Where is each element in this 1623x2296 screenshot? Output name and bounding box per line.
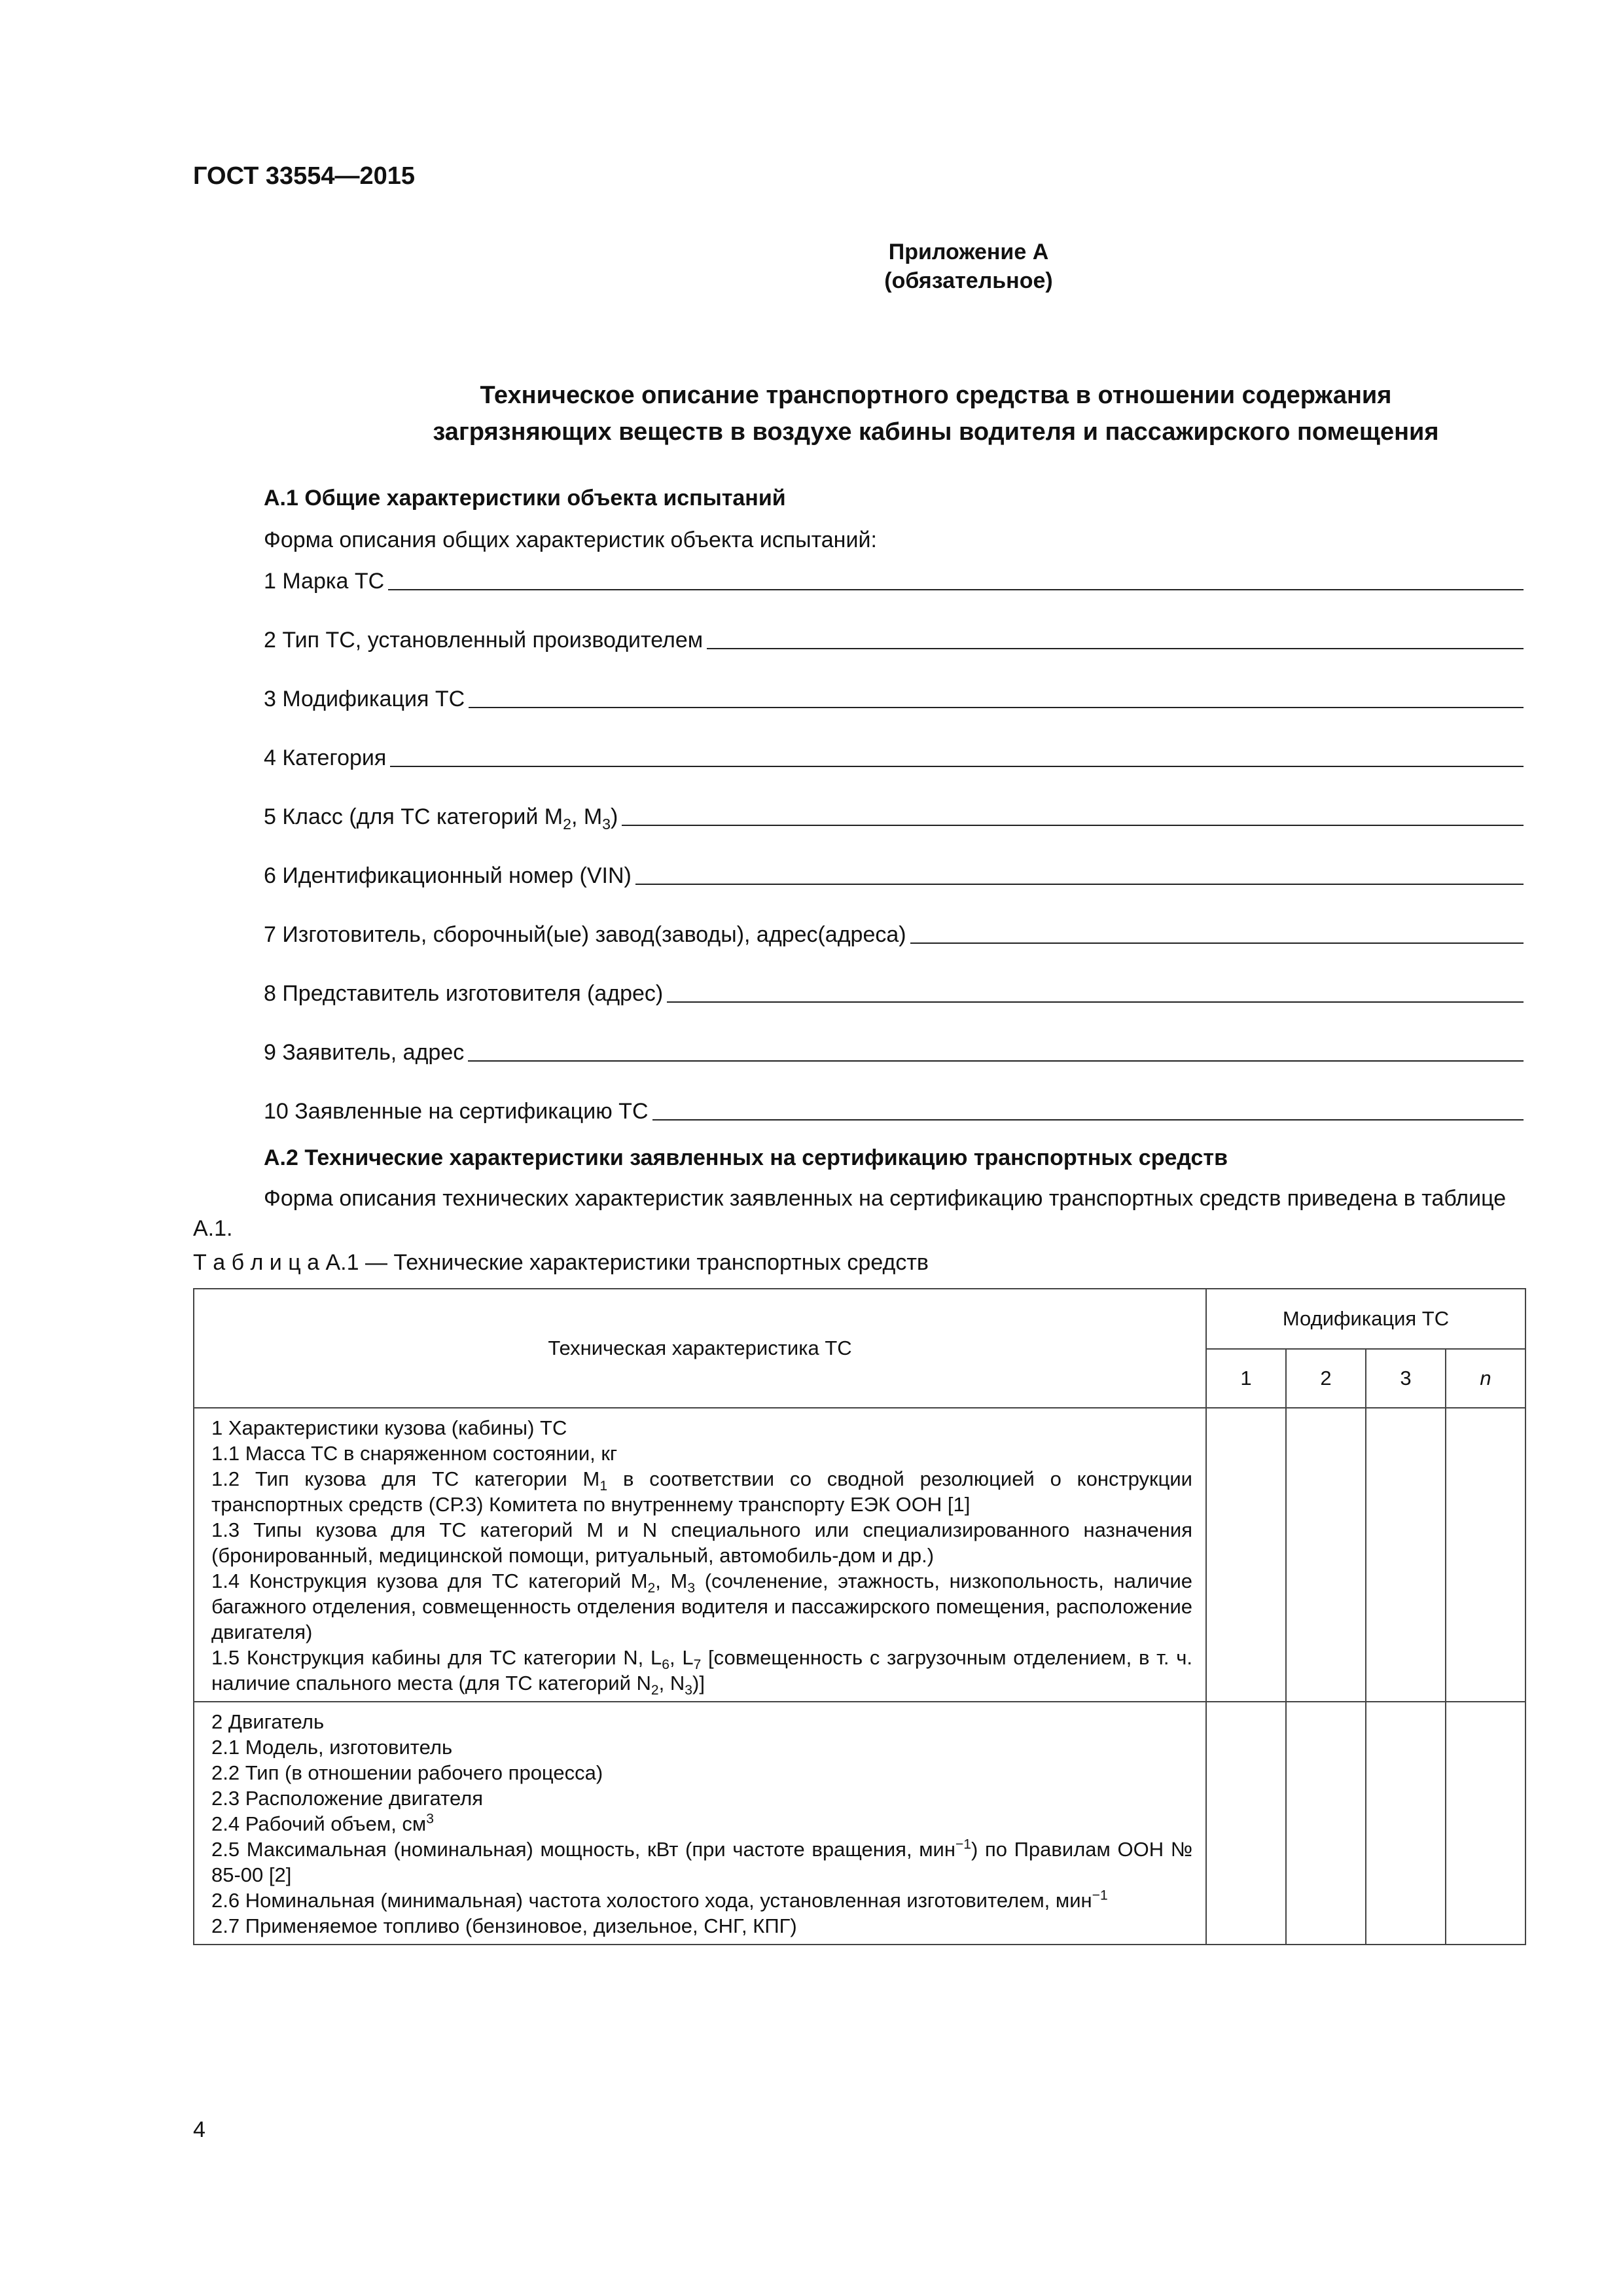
field-label: 3 Модификация ТС <box>264 687 465 711</box>
header-mod-1: 1 <box>1206 1349 1286 1408</box>
annex-title: Приложение А <box>888 240 1049 264</box>
field-class[interactable] <box>264 800 1524 833</box>
page-number: 4 <box>193 2117 205 2142</box>
characteristic-item: 2.7 Применяемое топливо (бензиновое, дизельное, СНГ, КПГ) <box>211 1914 797 1937</box>
field-label: 2 Тип ТС, установленный производителем <box>264 628 704 653</box>
field-label: 10 Заявленные на сертификацию ТС <box>264 1099 649 1124</box>
header-mod-3: 3 <box>1366 1349 1446 1408</box>
field-manufacturer[interactable] <box>264 918 1524 948</box>
value-cell[interactable] <box>1446 1702 1525 1945</box>
characteristic-item: 2 Двигатель <box>211 1710 325 1733</box>
table-row <box>194 1702 1525 1945</box>
document-id: ГОСТ 33554—2015 <box>193 162 416 190</box>
field-applicant[interactable] <box>264 1035 1524 1066</box>
field-label: 1 Марка ТС <box>264 569 385 594</box>
group2-text <box>194 1702 1205 1944</box>
field-representative[interactable] <box>264 977 1524 1007</box>
main-title-line-1: Техническое описание транспортного средства в отношении содержания <box>480 382 1392 409</box>
table-caption: Т а б л и ц а А.1 — Технические характеристики транспортных средств <box>193 1250 929 1275</box>
field-label: 5 Класс (для ТС категорий $M_2$, $M_3$) <box>264 804 618 833</box>
characteristic-item: 1.3 Типы кузова для ТС категорий М и N специального или специализированного назначения (бронированный, медицинской помощи, ритуальный, автомобиль-дом и др.) <box>211 1518 1192 1567</box>
characteristic-item: 2.5 Максимальная (номинальная) мощность, кВт (при частоте вращения, мин$^{-1}$) по Правилам ООН № 85-00 [2] <box>211 1837 1192 1886</box>
group1-text <box>194 1408 1205 1701</box>
characteristic-item: 1.5 Конструкция кабины для ТС категории N, $L_6$, $L_7$ [совмещенность с загрузочным отделением, в т. ч. наличие спального места (для ТС категорий $N_2$, $N_3$)] <box>211 1646 1193 1698</box>
fill-line[interactable] <box>635 864 1524 885</box>
field-label: 8 Представитель изготовителя (адрес) <box>264 981 664 1006</box>
characteristic-cell <box>194 1702 1206 1945</box>
characteristic-item: 1.4 Конструкция кузова для ТС категорий $M_2$, $M_3$ (сочленение, этажность, низкопольность, наличие багажного отделения, совмещенность отделения водителя и пассажирского помещения, расположение двигателя) <box>211 1570 1193 1643</box>
value-cell[interactable] <box>1206 1702 1286 1945</box>
annex-status: (обязательное) <box>884 268 1053 293</box>
section-a1-intro: Форма описания общих характеристик объекта испытаний: <box>264 528 877 552</box>
fill-line[interactable] <box>388 569 1524 590</box>
characteristic-item: 2.2 Тип (в отношении рабочего процесса) <box>211 1761 603 1784</box>
fill-line[interactable] <box>667 982 1524 1003</box>
field-label: 6 Идентификационный номер (VIN) <box>264 863 632 888</box>
characteristic-item: 2.4 Рабочий объем, $см^3$ <box>211 1811 434 1835</box>
field-modification[interactable] <box>264 682 1524 712</box>
fill-line[interactable] <box>622 805 1524 826</box>
fill-line[interactable] <box>468 1041 1524 1062</box>
field-brand[interactable] <box>264 564 1524 594</box>
fill-line[interactable] <box>910 923 1524 944</box>
field-type[interactable] <box>264 623 1524 653</box>
characteristic-item: 2.1 Модель, изготовитель <box>211 1736 453 1759</box>
characteristic-cell <box>194 1408 1206 1702</box>
value-cell[interactable] <box>1286 1702 1366 1945</box>
value-cell[interactable] <box>1206 1408 1286 1702</box>
header-modification: Модификация ТС <box>1206 1289 1525 1349</box>
header-characteristic: Техническая характеристика ТС <box>194 1289 1206 1408</box>
characteristic-item: 2.6 Номинальная (минимальная) частота холостого хода, установленная изготовителем, мин$^{-1}$ <box>211 1888 1108 1912</box>
field-label: 9 Заявитель, адрес <box>264 1040 465 1065</box>
section-a2-intro: Форма описания технических характеристик заявленных на сертификацию транспортных средств приведена в таблице А.1. <box>193 1186 1507 1241</box>
field-declared-vehicles[interactable] <box>264 1094 1524 1124</box>
spec-table <box>193 1288 1526 1945</box>
value-cell[interactable] <box>1446 1408 1525 1702</box>
table-row <box>194 1408 1525 1702</box>
characteristic-item: 1 Характеристики кузова (кабины) ТС <box>211 1416 567 1439</box>
fill-line[interactable] <box>390 746 1524 767</box>
header-mod-n: n <box>1446 1349 1525 1408</box>
field-label: 4 Категория <box>264 745 387 770</box>
fill-line[interactable] <box>652 1100 1524 1121</box>
characteristic-item: 1.1 Масса ТС в снаряженном состоянии, кг <box>211 1442 618 1465</box>
field-label: 7 Изготовитель, сборочный(ые) завод(заводы), адрес(адреса) <box>264 922 906 947</box>
characteristic-item: 2.3 Расположение двигателя <box>211 1787 484 1810</box>
fill-line[interactable] <box>469 687 1524 708</box>
value-cell[interactable] <box>1366 1702 1446 1945</box>
field-category[interactable] <box>264 741 1524 771</box>
value-cell[interactable] <box>1286 1408 1366 1702</box>
field-vin[interactable] <box>264 859 1524 889</box>
section-a2-heading: А.2 Технические характеристики заявленных на сертификацию транспортных средств <box>264 1145 1228 1170</box>
fill-line[interactable] <box>707 628 1524 649</box>
section-a1-heading: А.1 Общие характеристики объекта испытаний <box>264 486 786 511</box>
main-title-line-2: загрязняющих веществ в воздухе кабины водителя и пассажирского помещения <box>433 418 1439 446</box>
value-cell[interactable] <box>1366 1408 1446 1702</box>
characteristic-item: 1.2 Тип кузова для ТС категории $M_1$ в соответствии со сводной резолюцией о конструкции транспортных средств (СР.3) Комитета по внутреннему транспорту ЕЭК ООН [1] <box>211 1467 1192 1516</box>
header-mod-2: 2 <box>1286 1349 1366 1408</box>
